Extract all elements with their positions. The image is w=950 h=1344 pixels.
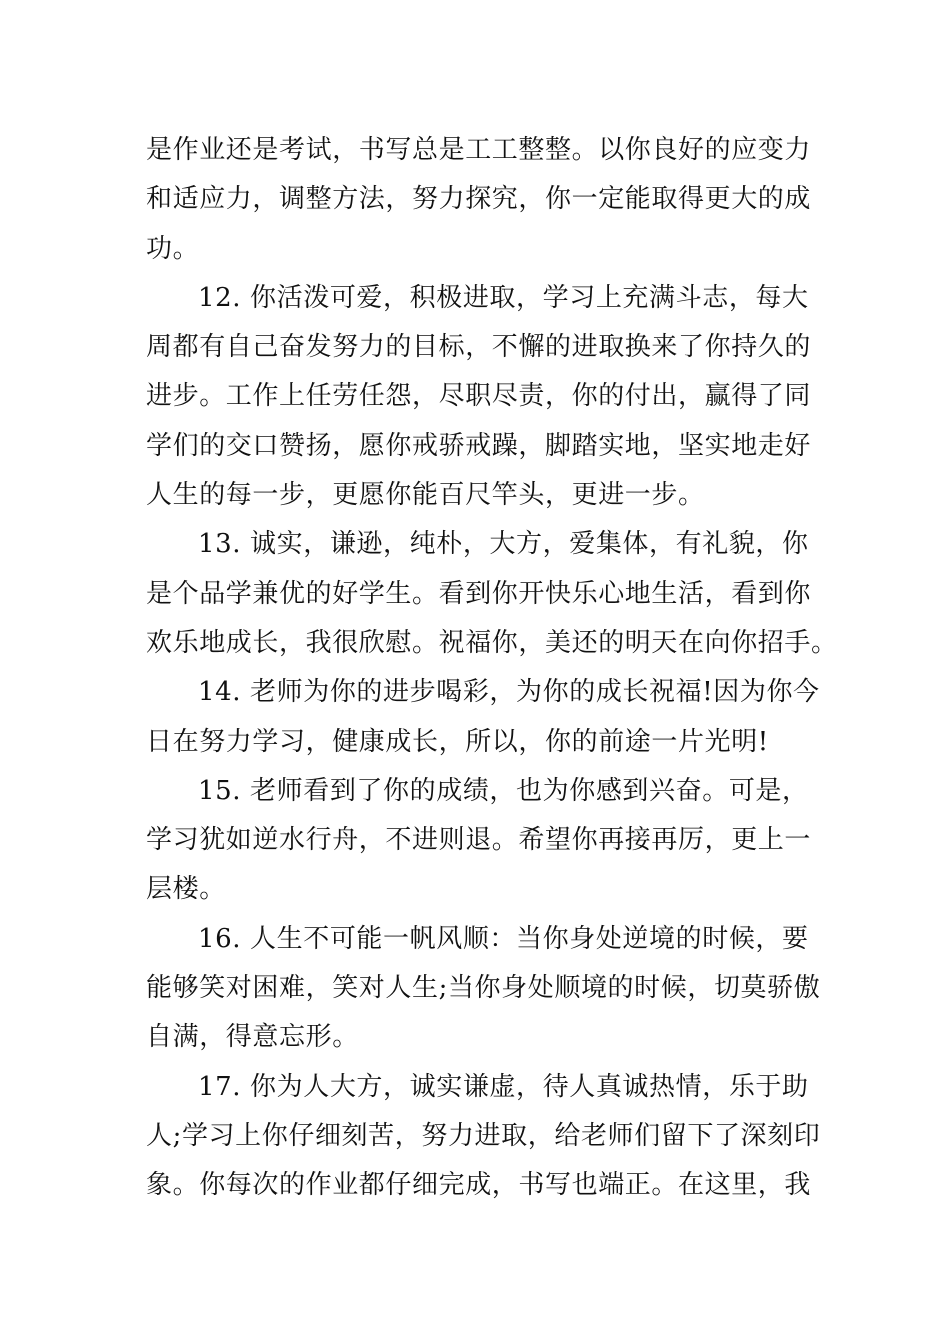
document-body xyxy=(146,126,838,1211)
paragraph-15-start: 15. 老师看到了你的成绩，也为你感到兴奋。可是， xyxy=(198,775,809,806)
text-line: 是作业还是考试，书写总是工工整整。以你良好的应变力 xyxy=(146,135,812,165)
text-line: 能够笑对困难，笑对人生;当你身处顺境的时候，切莫骄傲 xyxy=(146,973,821,1004)
text-line: 象。你每次的作业都仔细完成，书写也端正。在这里，我 xyxy=(146,1170,812,1201)
text-line: 学习犹如逆水行舟，不进则退。希望你再接再厉，更上一 xyxy=(146,825,812,856)
text-line: 欢乐地成长，我很欣慰。祝福你，美还的明天在向你招手。 xyxy=(146,627,838,658)
text-line: 层楼。 xyxy=(146,874,226,905)
text-line: 人;学习上你仔细刻苦，努力进取，给老师们留下了深刻印 xyxy=(146,1120,821,1151)
text-line: 进步。工作上任劳任怨，尽职尽责，你的付出，赢得了同 xyxy=(146,381,812,412)
paragraph-12-start: 12. 你活泼可爱，积极进取，学习上充满斗志，每大 xyxy=(198,282,809,313)
paragraph-14-start: 14. 老师为你的进步喝彩，为你的成长祝福!因为你今 xyxy=(198,677,820,708)
text-line: 人生的每一步，更愿你能百尺竿头，更进一步。 xyxy=(146,480,705,511)
paragraph-17-start: 17. 你为人大方，诚实谦虚，待人真诚热情，乐于助 xyxy=(198,1071,809,1102)
paragraph-16-start: 16. 人生不可能一帆风顺：当你身处逆境的时候，要 xyxy=(198,923,809,954)
text-line: 功。 xyxy=(146,233,200,264)
text-line: 和适应力，调整方法，努力探究，你一定能取得更大的成 xyxy=(146,184,812,215)
text-line: 自满，得意忘形。 xyxy=(146,1022,359,1053)
text-line: 学们的交口赞扬，愿你戒骄戒躁，脚踏实地，坚实地走好 xyxy=(146,430,812,461)
text-line: 日在努力学习，健康成长，所以，你的前途一片光明! xyxy=(146,726,769,757)
paragraph-13-start: 13. 诚实，谦逊，纯朴，大方，爱集体，有礼貌，你 xyxy=(198,529,809,560)
text-line: 周都有自己奋发努力的目标，不懈的进取换来了你持久的 xyxy=(146,332,812,363)
text-line: 是个品学兼优的好学生。看到你开快乐心地生活，看到你 xyxy=(146,578,812,609)
